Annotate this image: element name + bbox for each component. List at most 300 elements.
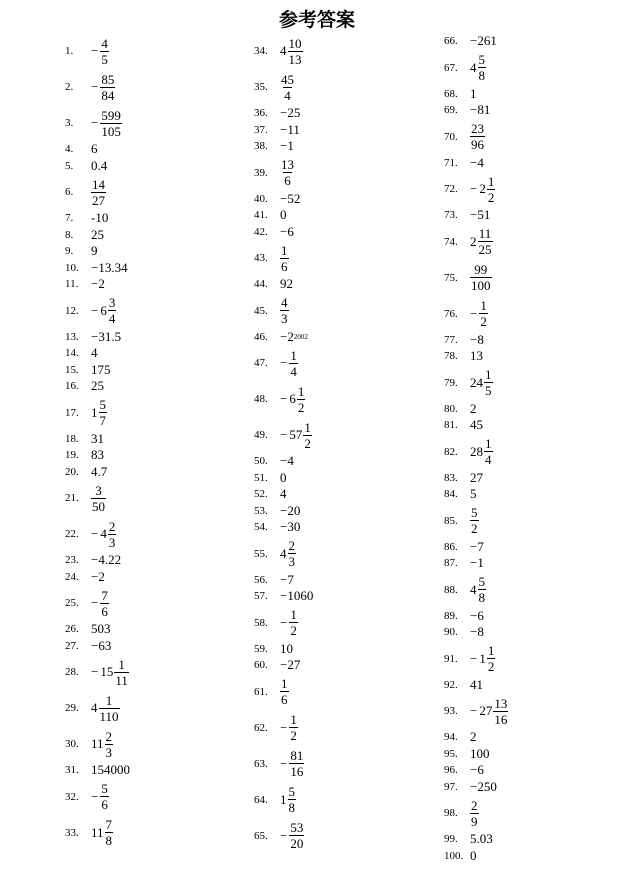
fraction-numerator: 2 (471, 797, 478, 813)
answer-value (91, 363, 111, 377)
answer-item (444, 119, 485, 155)
answer-value (280, 748, 304, 779)
fraction (99, 397, 108, 428)
answer-value (280, 420, 312, 451)
answer-item (444, 224, 493, 260)
answer-value (280, 504, 300, 518)
fraction-numerator: 1 (290, 347, 297, 363)
fraction-denominator: 11 (115, 672, 128, 688)
fraction (479, 298, 488, 329)
item-number: 100. (444, 849, 464, 862)
fraction-numerator: 53 (290, 820, 304, 835)
answer-item (65, 464, 107, 481)
answer-value (470, 556, 484, 570)
answer-value (470, 540, 484, 554)
answer-value (280, 243, 289, 274)
answer-item (254, 536, 296, 572)
answer-value (91, 379, 104, 393)
answer-item (254, 657, 300, 674)
answer-item (65, 345, 98, 362)
fraction-numerator: 599 (101, 107, 121, 123)
answer-text: 1 (470, 85, 477, 101)
answer-sign: − (470, 305, 478, 321)
answer-item (65, 569, 105, 586)
answer-whole: 4 (91, 700, 98, 715)
item-number: 65. (254, 829, 268, 842)
answer-value (280, 589, 313, 603)
answer-item (254, 417, 312, 453)
fraction (100, 781, 109, 812)
item-number: 83. (444, 471, 458, 484)
item-number: 74. (444, 235, 458, 248)
fraction (105, 817, 114, 848)
answer-sign: − (91, 526, 99, 541)
answer-value (470, 625, 484, 639)
answer-item (444, 746, 490, 763)
item-number: 85. (444, 514, 458, 527)
fraction-numerator: 5 (101, 781, 108, 796)
item-number: 63. (254, 757, 268, 770)
fraction (289, 712, 298, 743)
answer-value (280, 208, 287, 222)
answer-text: -10 (91, 210, 109, 226)
fraction-denominator: 2 (290, 728, 297, 743)
fraction-numerator: 1 (485, 436, 492, 451)
answer-whole: 27 (479, 703, 493, 718)
answer-text: −25 (280, 105, 301, 121)
item-number: 9. (65, 245, 74, 258)
item-number: 60. (254, 659, 268, 672)
item-number: 12. (65, 304, 79, 317)
answer-whole: 6 (289, 391, 296, 406)
answer-text: 5 (470, 486, 477, 502)
answer-item (65, 762, 130, 779)
answer-item (444, 539, 484, 556)
answer-whole: 28 (470, 443, 483, 459)
answer-text: −4.22 (91, 552, 122, 568)
item-number: 45. (254, 304, 268, 317)
item-number: 78. (444, 350, 458, 363)
answer-item (65, 243, 98, 260)
answer-item (65, 779, 109, 815)
fraction (297, 384, 306, 415)
answer-value (470, 262, 492, 293)
fraction (487, 174, 496, 205)
fraction-numerator: 3 (95, 482, 102, 498)
fraction (108, 519, 117, 550)
fraction (470, 262, 492, 293)
answer-item (254, 641, 293, 658)
item-number: 15. (65, 363, 79, 376)
answer-value (280, 487, 287, 501)
fraction-numerator: 1 (290, 607, 297, 622)
answer-value (91, 588, 109, 619)
answer-value (91, 228, 104, 242)
item-number: 40. (254, 192, 268, 205)
answer-value (91, 763, 130, 777)
item-number: 39. (254, 166, 268, 179)
answer-value (280, 295, 289, 326)
answer-value (91, 657, 129, 688)
item-number: 35. (254, 81, 268, 93)
answer-value (280, 348, 298, 379)
answer-item (444, 171, 495, 207)
item-number: 51. (254, 471, 268, 484)
answer-value (280, 384, 305, 415)
item-number: 62. (254, 721, 268, 734)
answer-item (254, 710, 298, 746)
fraction (478, 574, 487, 605)
item-number: 20. (65, 465, 79, 478)
answer-value (91, 622, 111, 636)
fraction-numerator: 11 (478, 226, 492, 241)
fraction-numerator: 7 (105, 817, 113, 832)
fraction-denominator: 8 (105, 833, 113, 848)
answer-text: 503 (91, 621, 111, 637)
answer-item (444, 401, 477, 418)
answer-value (91, 295, 116, 326)
answer-item (444, 795, 479, 831)
item-number: 27. (65, 639, 79, 652)
answer-item (65, 293, 116, 329)
answer-item (254, 345, 298, 381)
item-number: 10. (65, 261, 79, 274)
answer-item (254, 503, 300, 520)
answer-value (280, 157, 295, 188)
fraction-denominator: 3 (288, 554, 295, 569)
answer-item (444, 365, 493, 401)
fraction-numerator: 85 (101, 71, 115, 87)
answer-value (470, 730, 477, 744)
fraction-numerator: 4 (281, 295, 288, 310)
answer-value (280, 676, 289, 707)
fraction-denominator: 84 (101, 87, 115, 103)
answer-value (91, 553, 121, 567)
answer-whole: 11 (91, 824, 104, 840)
answer-text: −1 (280, 138, 294, 154)
item-number: 66. (444, 35, 458, 48)
answer-whole: 2 (479, 181, 486, 196)
answer-item (65, 395, 107, 431)
fraction-denominator: 27 (92, 192, 105, 208)
item-number: 34. (254, 45, 268, 57)
item-number: 59. (254, 642, 268, 655)
answer-item (444, 332, 484, 349)
answer-value (470, 643, 495, 674)
fraction-denominator: 8 (288, 800, 295, 815)
answer-value (470, 298, 488, 329)
fraction-numerator: 1 (487, 643, 495, 658)
fraction-numerator: 2 (105, 728, 113, 744)
item-number: 11. (65, 278, 79, 291)
answer-value (470, 103, 490, 117)
answer-value (280, 607, 298, 638)
fraction-numerator: 5 (471, 505, 478, 520)
item-number: 69. (444, 104, 458, 117)
answer-value (91, 519, 116, 550)
answer-item (65, 174, 106, 210)
answer-item (254, 381, 305, 417)
answer-value (280, 471, 287, 485)
fraction-denominator: 13 (288, 51, 302, 67)
fraction (288, 784, 297, 815)
answer-value (470, 208, 490, 222)
fraction-denominator: 6 (101, 797, 108, 812)
answer-text: 2 (470, 400, 477, 416)
fraction (478, 226, 493, 257)
item-number: 24. (65, 570, 79, 583)
item-number: 53. (254, 504, 268, 517)
fraction-numerator: 2 (288, 538, 295, 553)
item-number: 42. (254, 225, 268, 238)
answer-item (444, 762, 484, 779)
answer-item (444, 348, 483, 365)
answer-value (91, 693, 120, 724)
answer-value (280, 712, 298, 743)
fraction-numerator: 5 (478, 52, 485, 67)
item-number: 30. (65, 738, 79, 750)
answer-value (91, 465, 107, 479)
answer-text: −52 (280, 190, 301, 206)
item-number: 79. (444, 376, 458, 389)
answer-item (444, 296, 488, 332)
answer-item (65, 362, 111, 379)
fraction-numerator: 1 (297, 383, 305, 399)
fraction-denominator: 16 (290, 764, 304, 779)
item-number: 43. (254, 252, 268, 264)
answer-text: −2 (91, 568, 105, 584)
answer-text: −6 (470, 762, 484, 778)
answer-value (470, 121, 485, 152)
fraction-denominator: 4 (290, 363, 297, 379)
item-number: 33. (65, 826, 79, 839)
fraction-denominator: 3 (108, 534, 116, 550)
answer-value (280, 573, 294, 587)
fraction (493, 696, 508, 727)
answer-item (444, 33, 497, 50)
answer-text: 83 (91, 447, 104, 463)
item-number: 47. (254, 357, 268, 369)
fraction (280, 243, 289, 274)
item-number: 17. (65, 406, 79, 419)
answer-text: −7 (280, 571, 294, 587)
fraction (288, 36, 303, 67)
answer-text: 45 (470, 417, 483, 433)
answer-item (254, 33, 303, 69)
fraction-denominator: 6 (281, 692, 288, 707)
answer-value (280, 123, 300, 137)
answer-whole: 1 (280, 791, 287, 807)
answer-value (91, 108, 122, 139)
answer-text: 9 (91, 243, 98, 259)
fraction (280, 72, 295, 103)
item-number: 88. (444, 583, 458, 596)
item-number: 82. (444, 445, 458, 458)
fraction-denominator: 3 (105, 744, 113, 760)
answer-value (280, 642, 293, 656)
answer-value (91, 177, 106, 208)
answer-value (470, 402, 477, 416)
answer-value (280, 106, 300, 120)
answer-value (91, 729, 113, 760)
fraction-denominator: 25 (478, 242, 492, 257)
answer-item (444, 503, 479, 539)
item-number: 81. (444, 419, 458, 432)
answer-item (444, 677, 483, 694)
item-number: 52. (254, 488, 268, 501)
answer-whole: 1 (91, 404, 98, 420)
answer-text: −8 (470, 624, 484, 640)
answer-value (470, 418, 483, 432)
answer-item (254, 782, 296, 818)
answer-whole: 4 (280, 545, 287, 561)
fraction-denominator: 2 (471, 521, 478, 536)
fraction-denominator: 16 (494, 711, 508, 727)
fraction (484, 367, 493, 398)
answer-text: 4 (280, 486, 287, 502)
answer-text: −13.34 (91, 259, 128, 275)
fraction (91, 483, 106, 514)
item-number: 77. (444, 333, 458, 346)
answer-value (470, 226, 493, 257)
answer-text: −27 (280, 657, 301, 673)
item-number: 54. (254, 521, 268, 534)
fraction-denominator: 2 (487, 189, 495, 205)
answer-item (444, 608, 484, 625)
item-number: 70. (444, 130, 458, 143)
answer-item (254, 191, 300, 208)
item-number: 72. (444, 183, 458, 195)
answer-value (91, 817, 113, 848)
answer-item (254, 329, 308, 346)
fraction-numerator: 13 (494, 695, 508, 711)
answer-value (91, 244, 98, 258)
answer-sign: − (280, 719, 288, 735)
answer-item (444, 486, 477, 503)
answer-sign: − (280, 391, 288, 406)
item-number: 23. (65, 554, 79, 567)
answer-item (65, 276, 105, 293)
answer-text: −8 (470, 331, 484, 347)
fraction-numerator: 1 (118, 656, 125, 672)
answer-item (65, 516, 116, 552)
answer-value (470, 747, 490, 761)
item-number: 49. (254, 429, 268, 441)
answer-value (91, 159, 107, 173)
page-title: 参考答案 (278, 9, 355, 31)
fraction-denominator: 6 (101, 603, 108, 619)
fraction-numerator: 1 (281, 676, 288, 691)
answer-item (444, 417, 483, 434)
answer-item (65, 69, 115, 105)
answer-value (280, 658, 300, 672)
item-number: 64. (254, 793, 268, 806)
answer-text: −20 (280, 502, 301, 518)
fraction-numerator: 1 (281, 242, 288, 258)
item-number: 8. (65, 228, 74, 241)
answer-value (470, 505, 479, 536)
answer-text: −63 (91, 637, 112, 653)
answer-item (254, 293, 289, 329)
item-number: 37. (254, 123, 268, 136)
answer-sign: − (280, 427, 288, 442)
fraction-numerator: 1 (105, 692, 113, 708)
item-number: 94. (444, 731, 458, 744)
answer-text: 27 (470, 469, 483, 485)
answer-text: −1060 (280, 588, 314, 604)
item-number: 55. (254, 547, 268, 560)
answer-value (91, 211, 108, 225)
item-number: 3. (65, 117, 74, 129)
item-number: 67. (444, 61, 458, 74)
answer-value (280, 225, 294, 239)
answer-item (65, 227, 104, 244)
answer-sign: − (91, 302, 99, 318)
fraction-numerator: 14 (92, 176, 105, 192)
answer-sign: − (280, 827, 288, 843)
item-number: 61. (254, 685, 268, 698)
answer-item (254, 453, 294, 470)
answer-value (91, 277, 105, 291)
fraction (289, 820, 304, 851)
fraction-denominator: 20 (290, 836, 304, 851)
answer-item (444, 831, 493, 848)
answer-item (254, 674, 289, 710)
answer-item (65, 621, 111, 638)
fraction-denominator: 2 (290, 623, 297, 638)
answer-value: −2 2002 (280, 328, 308, 344)
answer-value (91, 639, 111, 653)
item-number: 80. (444, 402, 458, 415)
answer-item (65, 690, 120, 726)
item-number: 91. (444, 652, 458, 665)
answer-sign: − (91, 79, 99, 94)
fraction-numerator: 3 (108, 295, 116, 310)
answer-whole: 4 (280, 43, 287, 58)
item-number: 25. (65, 597, 79, 609)
item-number: 71. (444, 156, 458, 169)
item-number: 96. (444, 764, 458, 777)
answer-value (280, 784, 296, 815)
answer-item (444, 779, 497, 796)
answer-value (470, 436, 493, 467)
fraction-numerator: 1 (480, 298, 487, 313)
answer-item (65, 329, 121, 346)
answer-whole: 4 (470, 59, 477, 75)
fraction-denominator: 4 (284, 87, 291, 103)
fraction (289, 748, 304, 779)
answer-value (91, 36, 109, 67)
answer-value (470, 609, 484, 623)
item-number: 38. (254, 140, 268, 153)
answer-text: 10 (280, 640, 293, 656)
fraction-denominator: 9 (471, 813, 478, 829)
item-number: 99. (444, 833, 458, 846)
answer-item (444, 693, 508, 729)
fraction-numerator: 5 (99, 397, 106, 412)
fraction (470, 798, 479, 829)
answer-text: −30 (280, 519, 301, 535)
fraction-numerator: 23 (471, 121, 484, 136)
fraction (280, 157, 295, 188)
fraction (478, 52, 487, 83)
answer-text: −81 (470, 102, 491, 118)
fraction (100, 36, 109, 67)
fraction (100, 72, 115, 103)
answer-value (470, 471, 483, 485)
answer-item (65, 726, 113, 762)
answer-value (470, 52, 486, 83)
